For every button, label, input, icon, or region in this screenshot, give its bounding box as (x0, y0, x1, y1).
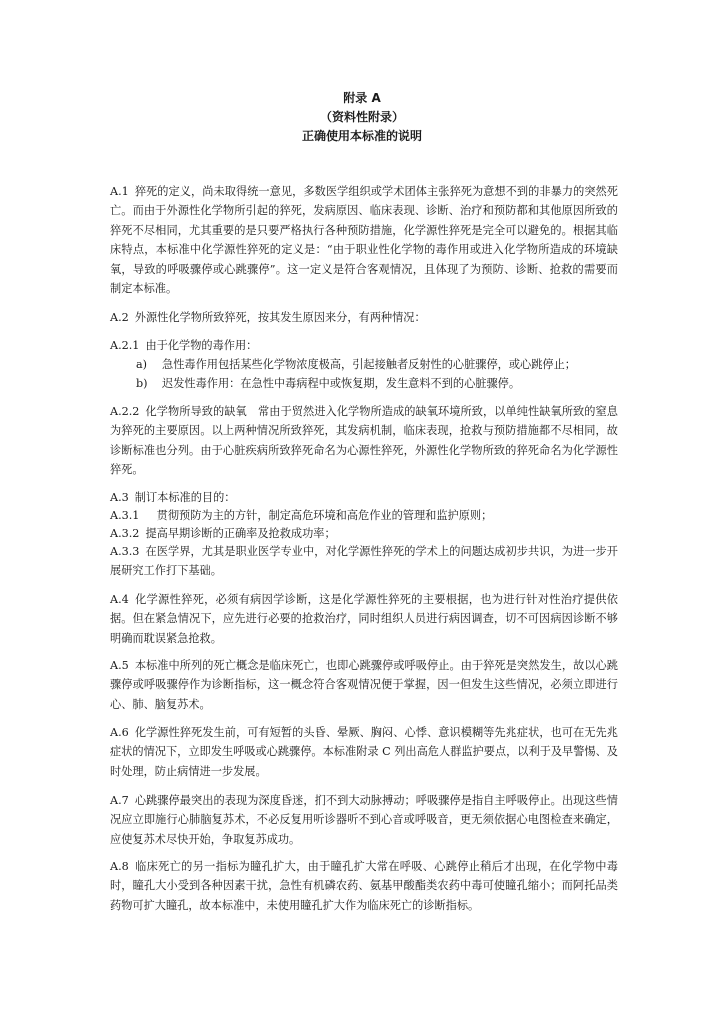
list-item-b (136, 374, 618, 393)
section-number: A.2 (110, 311, 129, 324)
list-item-a (136, 355, 618, 374)
section-text: 在医学界，尤其是职业医学专业中，对化学源性猝死的学术上的问题达成初步共识，为进一步开展研究工作打下基础。 (110, 545, 618, 578)
section-a7 (110, 791, 618, 849)
section-number: A.2.2 (110, 405, 140, 418)
section-text: 外源性化学物所致猝死，按其发生原因来分，有两种情况： (134, 311, 426, 324)
appendix-title: 正确使用本标准的说明 (301, 129, 422, 143)
section-text: 猝死的定义，尚未取得统一意见，多数医学组织或学术团体主张猝死为意想不到的非暴力的突然死亡。而由于外源性化学物所引起的猝死，发病原因、临床表现、诊断、治疗和预防都和其他原因所致的猝死不尽相同，尤其重要的是只要严格执行各种预防措施，化学源性猝死是完全可以避免的。根据其临床特点，本标准中化学源性猝死的定义是：“由于职业性化学物的毒作用或进入化学物所造成的环境缺氧，导致的呼吸骤停或心跳骤停”。这一定义是符合客观情况，且体现了为预防、诊断、抢救的需要而制定本标准。 (110, 185, 618, 296)
section-number: A.3.3 (110, 545, 140, 558)
section-number: A.3.1 (110, 509, 140, 522)
section-text: 本标准中所列的死亡概念是临床死亡，也即心跳骤停或呼吸停止。由于猝死是突然发生，故以心跳骤停或呼吸骤停作为诊断指标，这一概念符合客观情况便于掌握，因一但发生这些情况，必须立即进行心、肺、脑复苏术。 (110, 659, 618, 711)
section-number: A.8 (110, 860, 129, 873)
appendix-type: （资料性附录） (319, 110, 404, 124)
section-text: 化学源性猝死发生前，可有短暂的头昏、晕厥、胸闷、心悸、意识模糊等先兆症状，也可在无先兆症状的情况下，立即发生呼吸或心跳骤停。本标准附录 C 列出高危人群监护要点，以利于及早警惕、及时处理，防止病情进一步发展。 (110, 726, 618, 778)
section-a5 (110, 656, 618, 714)
section-number: A.1 (110, 185, 129, 198)
section-number: A.7 (110, 794, 129, 807)
section-a3 (110, 488, 618, 507)
section-text: 提高早期诊断的正确率及抢救成功率； (145, 527, 336, 540)
section-a31 (110, 506, 618, 525)
section-text: 制订本标准的目的： (134, 491, 236, 504)
section-text: 化学源性猝死，必须有病因学诊断，这是化学源性猝死的主要根据，也为进行针对性治疗提供依据。但在紧急情况下，应先进行必要的抢救治疗，同时组织人员进行病因调查，切不可因病因诊断不够明确而耽误紧急抢救。 (110, 593, 618, 645)
list-item-text: 迟发性毒作用：在急性中毒病程中或恢复期，发生意料不到的心脏骤停。 (162, 377, 521, 390)
section-text: 化学物所导致的缺氧 常由于贸然进入化学物所造成的缺氧环境所致，以单纯性缺氧所致的窒息为猝死的主要原因。以上两种情况所致猝死，其发病机制，临床表现，抢救与预防措施都不尽相同，故诊断标准也分列。由于心脏疾病所致猝死命名为心源性猝死，外源性化学物所致的猝死命名为化学源性猝死。 (110, 405, 618, 477)
section-a33 (110, 542, 618, 581)
appendix-label: 附录 A (343, 91, 381, 105)
list-item-text: 急性毒作用包括某些化学物浓度极高，引起接触者反射性的心脏骤停，或心跳停止； (162, 358, 576, 371)
list-item-label: b) (136, 377, 148, 390)
section-a32 (110, 524, 618, 543)
section-a1 (110, 182, 618, 298)
section-number: A.2.1 (110, 339, 140, 352)
section-a6 (110, 723, 618, 781)
section-a2 (110, 308, 618, 327)
section-text: 心跳骤停最突出的表现为深度昏迷，扪不到大动脉搏动；呼吸骤停是指自主呼吸停止。出现这些情况应立即施行心肺脑复苏术，不必反复用听诊器听不到心音或呼吸音，更无须依据心电图检查来确定，应使复苏术尽快开始，争取复苏成功。 (110, 794, 618, 846)
section-number: A.5 (110, 659, 129, 672)
section-a21 (110, 336, 618, 355)
section-number: A.3 (110, 491, 129, 504)
section-number: A.3.2 (110, 527, 140, 540)
section-number: A.6 (110, 726, 129, 739)
section-text: 临床死亡的另一指标为瞳孔扩大，由于瞳孔扩大常在呼吸、心跳停止稍后才出现，在化学物中毒时，瞳孔大小受到各种因素干扰，急性有机磷农药、氨基甲酸酯类农药中毒可使瞳孔缩小；而阿托品类药物可扩大瞳孔，故本标准中，未使用瞳孔扩大作为临床死亡的诊断指标。 (110, 860, 618, 912)
list-item-label: a) (136, 358, 148, 371)
section-a22 (110, 402, 618, 480)
section-text: 由于化学物的毒作用： (145, 339, 258, 352)
section-a4 (110, 590, 618, 648)
section-text: 贯彻预防为主的方针，制定高危环境和高危作业的管理和监护原则； (145, 509, 493, 522)
section-number: A.4 (110, 593, 129, 606)
section-a8 (110, 857, 618, 915)
